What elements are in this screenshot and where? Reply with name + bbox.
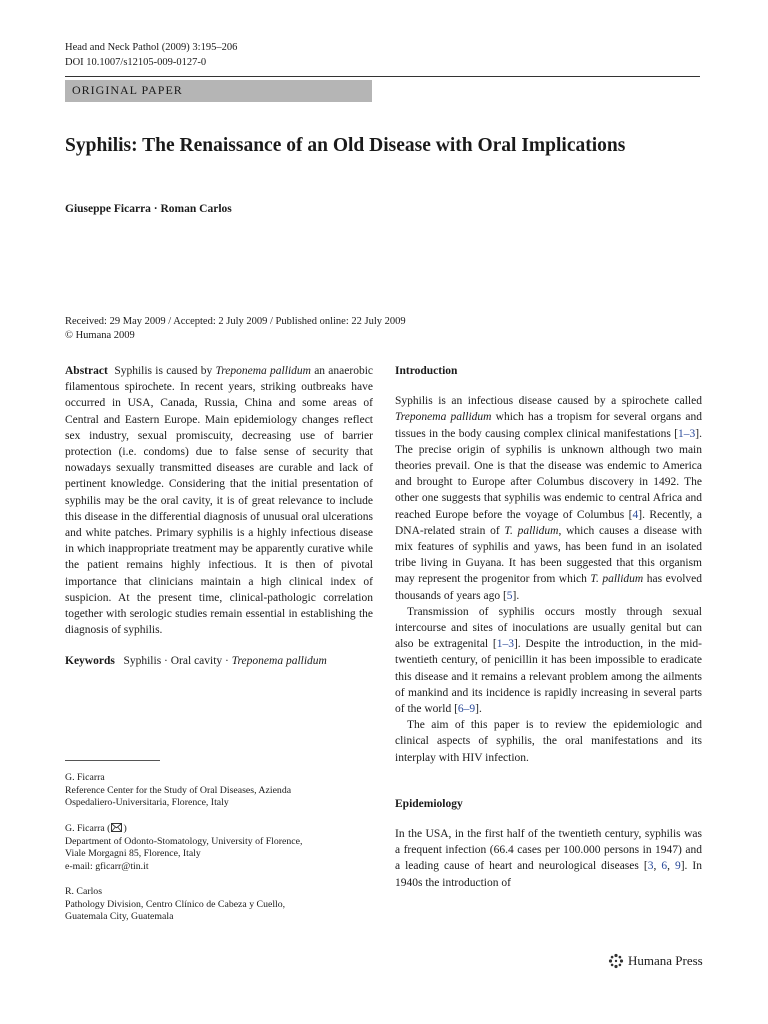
citation-link[interactable]: 3 xyxy=(647,860,654,873)
citation-link[interactable]: 6 xyxy=(661,860,668,873)
keywords: Keywords Syphilis · Oral cavity · Treponema pallidum xyxy=(65,655,327,668)
journal-header xyxy=(65,40,237,70)
article-title: Syphilis: The Renaissance of an Old Disease with Oral Implications xyxy=(65,135,626,156)
introduction-heading: Introduction xyxy=(395,365,458,377)
citation-link[interactable]: 6–9 xyxy=(457,703,476,716)
journal-citation: Head and Neck Pathol (2009) 3:195–206 xyxy=(65,42,238,53)
humana-press-logo-icon xyxy=(608,953,624,969)
copyright-notice: © Humana 2009 xyxy=(65,330,135,341)
citation-link[interactable]: 1–3 xyxy=(678,427,696,440)
right-column xyxy=(395,363,702,891)
publisher-name: Humana Press xyxy=(628,953,703,968)
epidemiology-paragraph: In the USA, in the first half of the twentieth century, syphilis was a frequent infection (66.4 cases per 100.000 persons in 1947) and a leading cause of heart and neurological diseases [3, 6, 9]. In 1940s the introduction of xyxy=(395,828,703,889)
author-list: Giuseppe Ficarra · Roman Carlos xyxy=(65,203,232,215)
citation-link[interactable]: 1–3 xyxy=(496,638,514,651)
intro-paragraph-3: The aim of this paper is to review the epidemiologic and clinical aspects of syphilis, the oral manifestations and its interplay with HIV infection. xyxy=(395,719,702,764)
left-column xyxy=(65,363,373,670)
affiliation-1: G. Ficarra Reference Center for the Study of Oral Diseases, Azienda Ospedaliero-Universitaria, Florence, Italy xyxy=(65,772,292,808)
envelope-icon xyxy=(111,823,122,832)
email-link[interactable]: e-mail: gficarr@tin.it xyxy=(65,860,149,872)
epidemiology-heading: Epidemiology xyxy=(395,797,463,810)
history-dates: Received: 29 May 2009 / Accepted: 2 July 2009 / Published online: 22 July 2009 xyxy=(65,316,406,327)
abstract-label: Abstract xyxy=(65,365,108,377)
paper-type-banner: ORIGINAL PAPER xyxy=(65,80,372,102)
doi[interactable]: DOI 10.1007/s12105-009-0127-0 xyxy=(65,57,207,68)
footnote-rule xyxy=(65,760,160,761)
intro-paragraph-1: Syphilis is an infectious disease caused by a spirochete called Treponema pallidum which has a tropism for several organs and tissues in the body causing complex clinical manifestations [1–3]. The precise origin of syphilis is unknown although two main theories prevail. One is that the disease was endemic to America and brought to Europe after Columbus discovery in 1492. The other one suggests that syphilis was endemic to central Africa and reached Europe before the voyage of Columbus [4]. Recently, a DNA-related strain of T. pallidum, which causes a disease with mix features of syphilis and yaws, has been fund in an isolated tribe living in Guyana. It has been suggested that this organism may represent the progenitor from which T. pallidum has evolved thousands of years ago [5]. xyxy=(395,395,703,602)
affiliation-2: G. Ficarra ( ) Department of Odonto-Stomatology, University of Florence, Viale Morgagni 85, Florence, Italy e-mail: gficarr@tin.it xyxy=(65,823,365,873)
citation-link[interactable]: 4 xyxy=(632,508,639,521)
publication-dates xyxy=(65,315,406,343)
citation-link[interactable]: 9 xyxy=(674,860,681,873)
publisher-logo xyxy=(608,953,703,969)
affiliation-3: R. Carlos Pathology Division, Centro Clínico de Cabeza y Cuello, Guatemala City, Guatemala xyxy=(65,886,286,922)
citation-link[interactable]: 5 xyxy=(506,589,513,602)
intro-paragraph-2: Transmission of syphilis occurs mostly through sexual intercourse and sites of inoculations are usually genital but can also be extragenital [1–3]. Despite the introduction, in the mid-twentieth century, of penicillin it has been impossible to eradicate this disease and it remains a relevant problem among the ailments of mankind and its incidence is rapidly increasing in several parts of the world [6–9]. xyxy=(395,605,702,716)
keywords-label: Keywords xyxy=(65,655,115,668)
abstract: Abstract Syphilis is caused by Treponema pallidum an anaerobic filamentous spirochete. In recent years, striking outbreaks have occurred in USA, Canada, Russia, China and some areas of Central and Eastern Europe. Main epidemiology changes reflect sex industry, sexual promiscuity, decreasing use of barrier protection (i.e. condoms) due to false sense of security that nowadays sexually transmitted diseases are curable and lack of pertinent knowledge. Considering that the initial presentation of syphilis may be the oral cavity, it is of great relevance to include this disease in the differential diagnosis of unusual oral ulcerations and white patches. Primary syphilis is a highly infectious disease in which inappropriate treatment may be apparently curative while the patient remains highly infectious. It is then of pivotal importance that clinicians maintain a high clinical index of suspicion. At the present time, clinical-pathologic correlation together with serologic studies remain essential in establishing the diagnosis of syphilis. xyxy=(65,365,374,637)
header-rule xyxy=(65,76,700,77)
